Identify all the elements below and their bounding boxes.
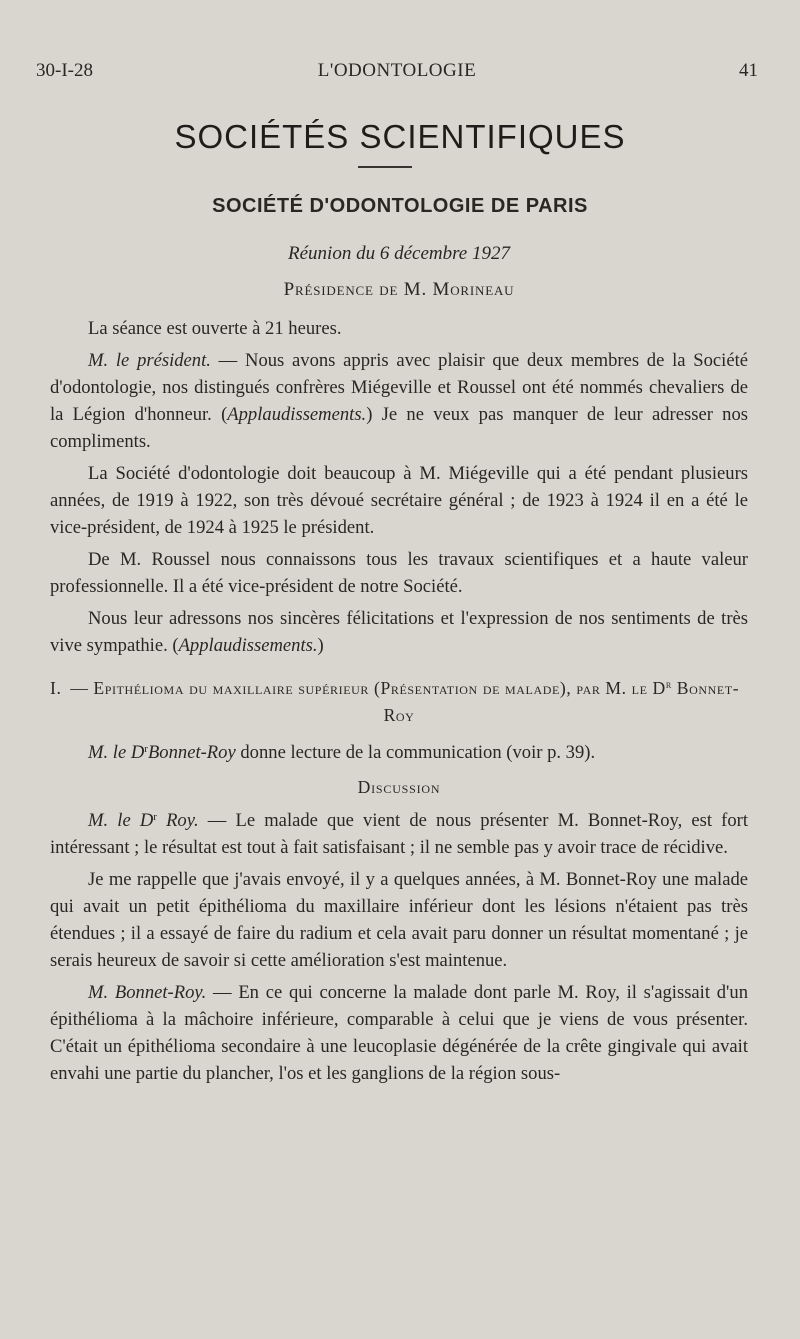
paragraph-opening: [50, 315, 748, 342]
article-body: [50, 240, 748, 1087]
item-number: I.: [50, 678, 62, 698]
item-title-2: Bonnet-Roy: [383, 678, 740, 725]
president-text: — Nous avons appris avec plaisir que deux membres de la Société d'odontologie, nos distingués confrères Miégeville et Roussel ont été nommés chevaliers de la Légion d'honneur. (: [50, 350, 749, 425]
roy-text: — Le malade que vient de nous présenter M. Bonnet-Roy, est fort intéressant ; le résultat est tout à fait satisfaisant ; il ne semble pas y avoir trace de récidive.: [50, 810, 749, 858]
lecture-text: donne lecture de la communication (voir p. 39).: [235, 742, 596, 763]
paragraph-roy: [50, 807, 748, 861]
header-date: 30-I-28: [36, 60, 93, 81]
bonnet-roy-text: — En ce qui concerne la malade dont parle M. Roy, il s'agissait d'un épithélioma à la mâchoire inférieure, comparable à celui que je viens de vous présenter. C'était un épithélioma secondaire à une leucoplasie dégénérée de la crête gingivale qui avait envahi une partie du plancher, l'os et les ganglions de la région sous-: [50, 982, 748, 1084]
running-head: [36, 60, 758, 90]
paragraph-rappelle: [50, 866, 748, 974]
applause-1: Applaudissements.: [227, 404, 367, 425]
roussel-text: De M. Roussel nous connaissons tous les travaux scientifiques et a haute valeur professionnelle. Il a été vice-président de notre Société.: [50, 549, 748, 597]
applause-2: Applaudissements.: [178, 635, 318, 656]
title-rule: [358, 166, 412, 168]
society-title: SOCIÉTÉ D'ODONTOLOGIE DE PARIS: [212, 195, 588, 217]
paragraph-miegeville: [50, 460, 748, 541]
president-text-end: ) Je ne veux pas manquer de leur adresser nos compliments.: [50, 404, 749, 452]
paragraph-president: [50, 347, 748, 455]
section-title: SOCIÉTÉS SCIENTIFIQUES: [174, 118, 626, 155]
opening-text: La séance est ouverte à 21 heures.: [88, 318, 342, 339]
paragraph-felicitations: [50, 605, 748, 659]
lecture-speaker-sup: r: [144, 743, 148, 755]
item-title-1: — Epithélioma du maxillaire supérieur (Présentation de malade), par M. le D: [70, 678, 666, 698]
item-title-sup: r: [665, 679, 672, 691]
roy-speaker-b: Roy.: [156, 810, 199, 831]
bonnet-roy-speaker: M. Bonnet-Roy.: [88, 982, 207, 1003]
page-number: 41: [739, 60, 758, 81]
item-heading: [50, 675, 748, 729]
felicitations-end: ): [317, 635, 324, 656]
paragraph-bonnet-roy: [50, 979, 748, 1087]
meeting-date: Réunion du 6 décembre 1927: [288, 243, 510, 264]
rappelle-text: Je me rappelle que j'avais envoyé, il y a quelques années, à M. Bonnet-Roy une malade qui avait un petit épithélioma du maxillaire inférieur dont les lésions n'étaient pas très étendues ; il a essayé de faire du radium et cela avait paru donner un résultat momentané ; je serais heureux de savoir si cette amélioration s'est maintenue.: [50, 869, 748, 971]
lecture-speaker-a: M. le D: [88, 742, 145, 763]
paragraph-lecture: [50, 739, 748, 766]
journal-title: L'ODONTOLOGIE: [317, 60, 477, 81]
speaker-president: M. le président.: [88, 350, 211, 371]
paragraph-roussel: [50, 546, 748, 600]
felicitations-text: Nous leur adressons nos sincères félicitations et l'expression de nos sentiments de très vive sympathie. (: [50, 608, 748, 656]
lecture-speaker-b: Bonnet-Roy: [147, 742, 236, 763]
discussion-heading: Discussion: [357, 777, 441, 797]
miegeville-text: La Société d'odontologie doit beaucoup à M. Miégeville qui a été pendant plusieurs années, de 1919 à 1922, son très dévoué secrétaire général ; de 1923 à 1924 il en a été le vice-président, de 1924 à 1925 le président.: [50, 463, 748, 538]
roy-speaker-sup: r: [153, 811, 157, 823]
presidence-line: Présidence de M. Morineau: [283, 279, 515, 300]
roy-speaker-a: M. le D: [88, 810, 154, 831]
